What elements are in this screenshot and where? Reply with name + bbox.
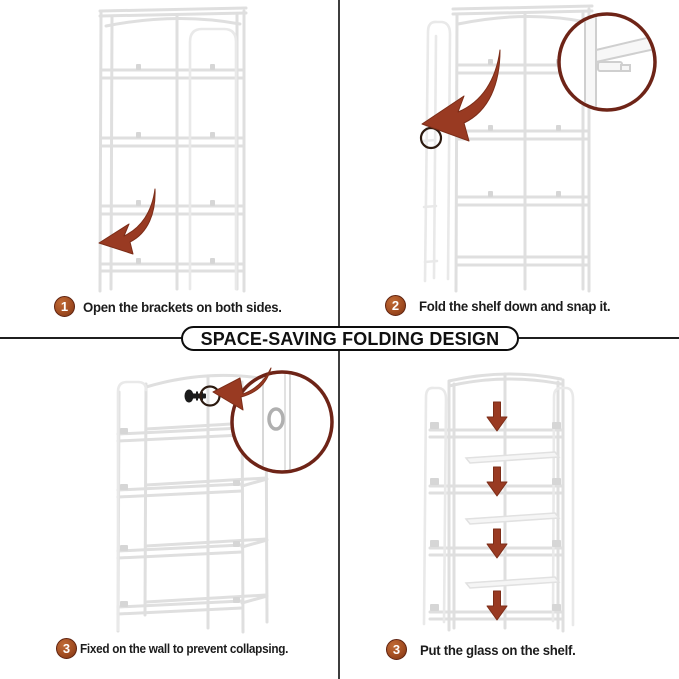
step2-caption: [385, 295, 623, 316]
magnifier-detail-bracket: [559, 12, 655, 112]
left-bracket-top: [118, 382, 146, 630]
space-saving-banner: [181, 326, 519, 351]
snap-point-circle: [421, 128, 441, 148]
step1-number-badge: 1: [54, 296, 75, 317]
step2-caption-text: Fold the shelf down and snap it.: [419, 297, 611, 314]
step2-number-badge: 2: [385, 295, 406, 316]
step3-caption: [56, 638, 301, 659]
folded-out-bracket: [423, 22, 450, 281]
illustration-step1-open-brackets: [0, 0, 340, 340]
glass-panels: [466, 452, 559, 588]
step3-caption-text: Fixed on the wall to prevent collapsing.: [80, 641, 289, 656]
step1-caption: [54, 296, 294, 317]
banner-text: SPACE-SAVING FOLDING DESIGN: [200, 327, 500, 349]
anchor-hole-icon: [269, 409, 283, 429]
magnifier-detail-anchor-hole: [232, 370, 332, 476]
step1-caption-text: Open the brackets on both sides.: [83, 298, 282, 315]
step3-number-badge: 3: [56, 638, 77, 659]
open-curved-arrow-icon: [99, 189, 155, 254]
step4-caption-text: Put the glass on the shelf.: [420, 641, 576, 658]
illustration-step2-fold-shelf: [340, 0, 679, 340]
illustration-step3-wall-fix: [0, 340, 340, 679]
step4-caption: [386, 639, 585, 660]
shelf-joints: [120, 424, 240, 607]
illustration-step4-place-glass: [340, 340, 679, 679]
step4-number-badge: 3: [386, 639, 407, 660]
